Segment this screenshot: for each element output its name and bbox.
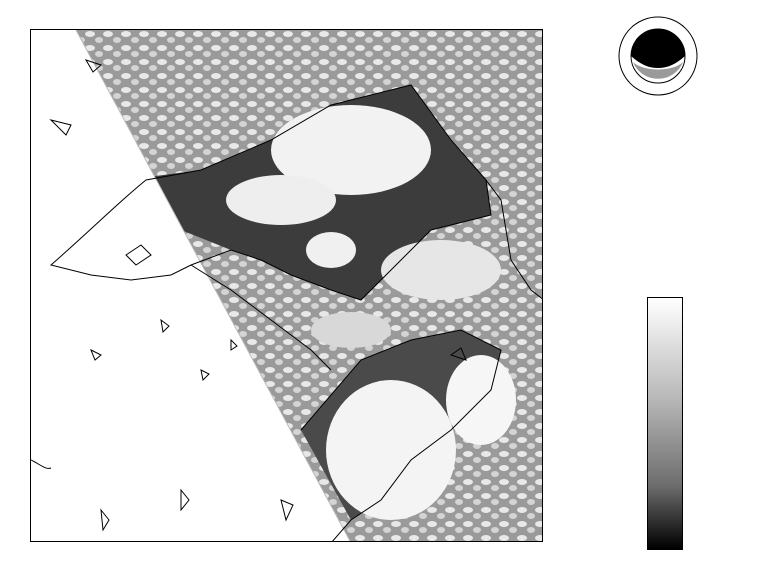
cloud-mass	[306, 232, 356, 268]
island	[91, 350, 101, 360]
imagery-swath	[31, 30, 543, 542]
satellite-map	[30, 29, 543, 542]
island	[161, 320, 169, 332]
island	[51, 120, 71, 135]
reflectance-colorbar	[647, 297, 683, 550]
island	[101, 510, 109, 530]
cloud-mass	[226, 175, 336, 225]
island	[231, 340, 237, 350]
noaa-logo-icon	[618, 16, 698, 96]
island	[281, 500, 293, 520]
island	[181, 490, 189, 510]
cloud-mass	[381, 240, 501, 300]
cloud-mass	[326, 380, 456, 520]
island	[201, 370, 209, 380]
island	[126, 245, 151, 265]
map-image	[31, 30, 543, 542]
island	[31, 460, 51, 468]
cloud-mass	[311, 312, 391, 348]
